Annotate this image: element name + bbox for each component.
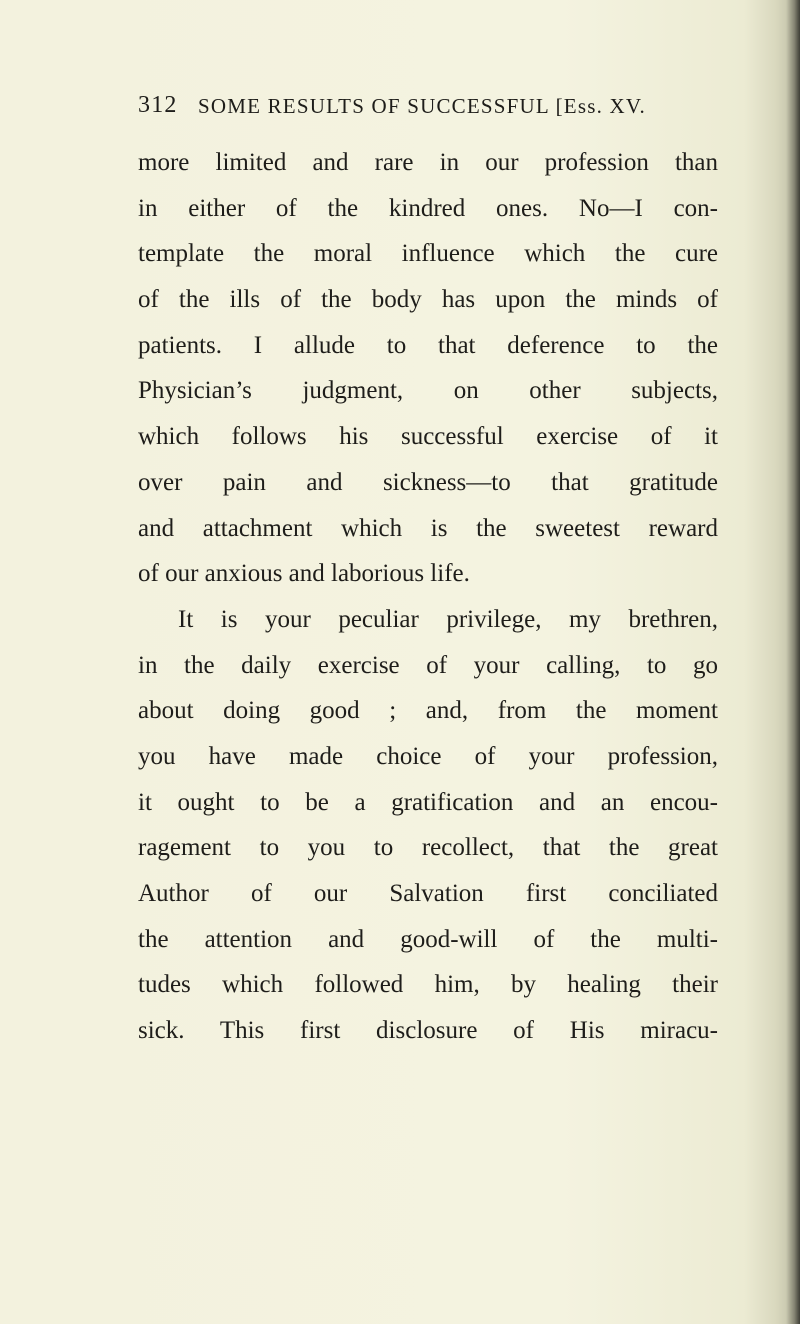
text-line: in either of the kindred ones. No—I con- <box>138 194 718 222</box>
text-line: over pain and sickness—to that gratitude <box>138 468 718 496</box>
text-line: about doing good ; and, from the moment <box>138 697 718 725</box>
running-title: SOME RESULTS OF SUCCESSFUL [Ess. XV. <box>198 94 646 118</box>
text-line: Author of our Salvation first conciliated <box>138 880 718 907</box>
text-line: tudes which followed him, by healing their <box>138 971 718 999</box>
text-line: Physician’s judgment, on other subjects, <box>138 377 718 405</box>
text-line: which follows his successful exercise of it <box>138 423 718 451</box>
page-number: 312 <box>138 92 178 118</box>
page-header <box>138 92 718 128</box>
text-line: template the moral influence which the cure <box>138 240 718 268</box>
text-line: and attachment which is the sweetest reward <box>138 514 718 542</box>
text-line: you have made choice of your profession, <box>138 742 718 770</box>
body-text <box>138 140 718 1054</box>
text-line: ragement to you to recollect, that the great <box>138 834 718 862</box>
text-line: it ought to be a gratification and an encou- <box>138 788 718 816</box>
paragraph-start-line: It is your peculiar privilege, my brethren, <box>178 605 718 633</box>
text-line: in the daily exercise of your calling, to go <box>138 651 718 679</box>
page-edge-shadow <box>786 0 800 1324</box>
paragraph-end-line: of our anxious and laborious life. <box>138 560 470 588</box>
text-line: sick. This first disclosure of His miracu- <box>138 1017 718 1045</box>
text-line: of the ills of the body has upon the minds of <box>138 286 718 314</box>
text-line: patients. I allude to that deference to the <box>138 331 718 359</box>
text-line: the attention and good-will of the multi- <box>138 925 718 953</box>
text-line: more limited and rare in our profession than <box>138 149 718 176</box>
